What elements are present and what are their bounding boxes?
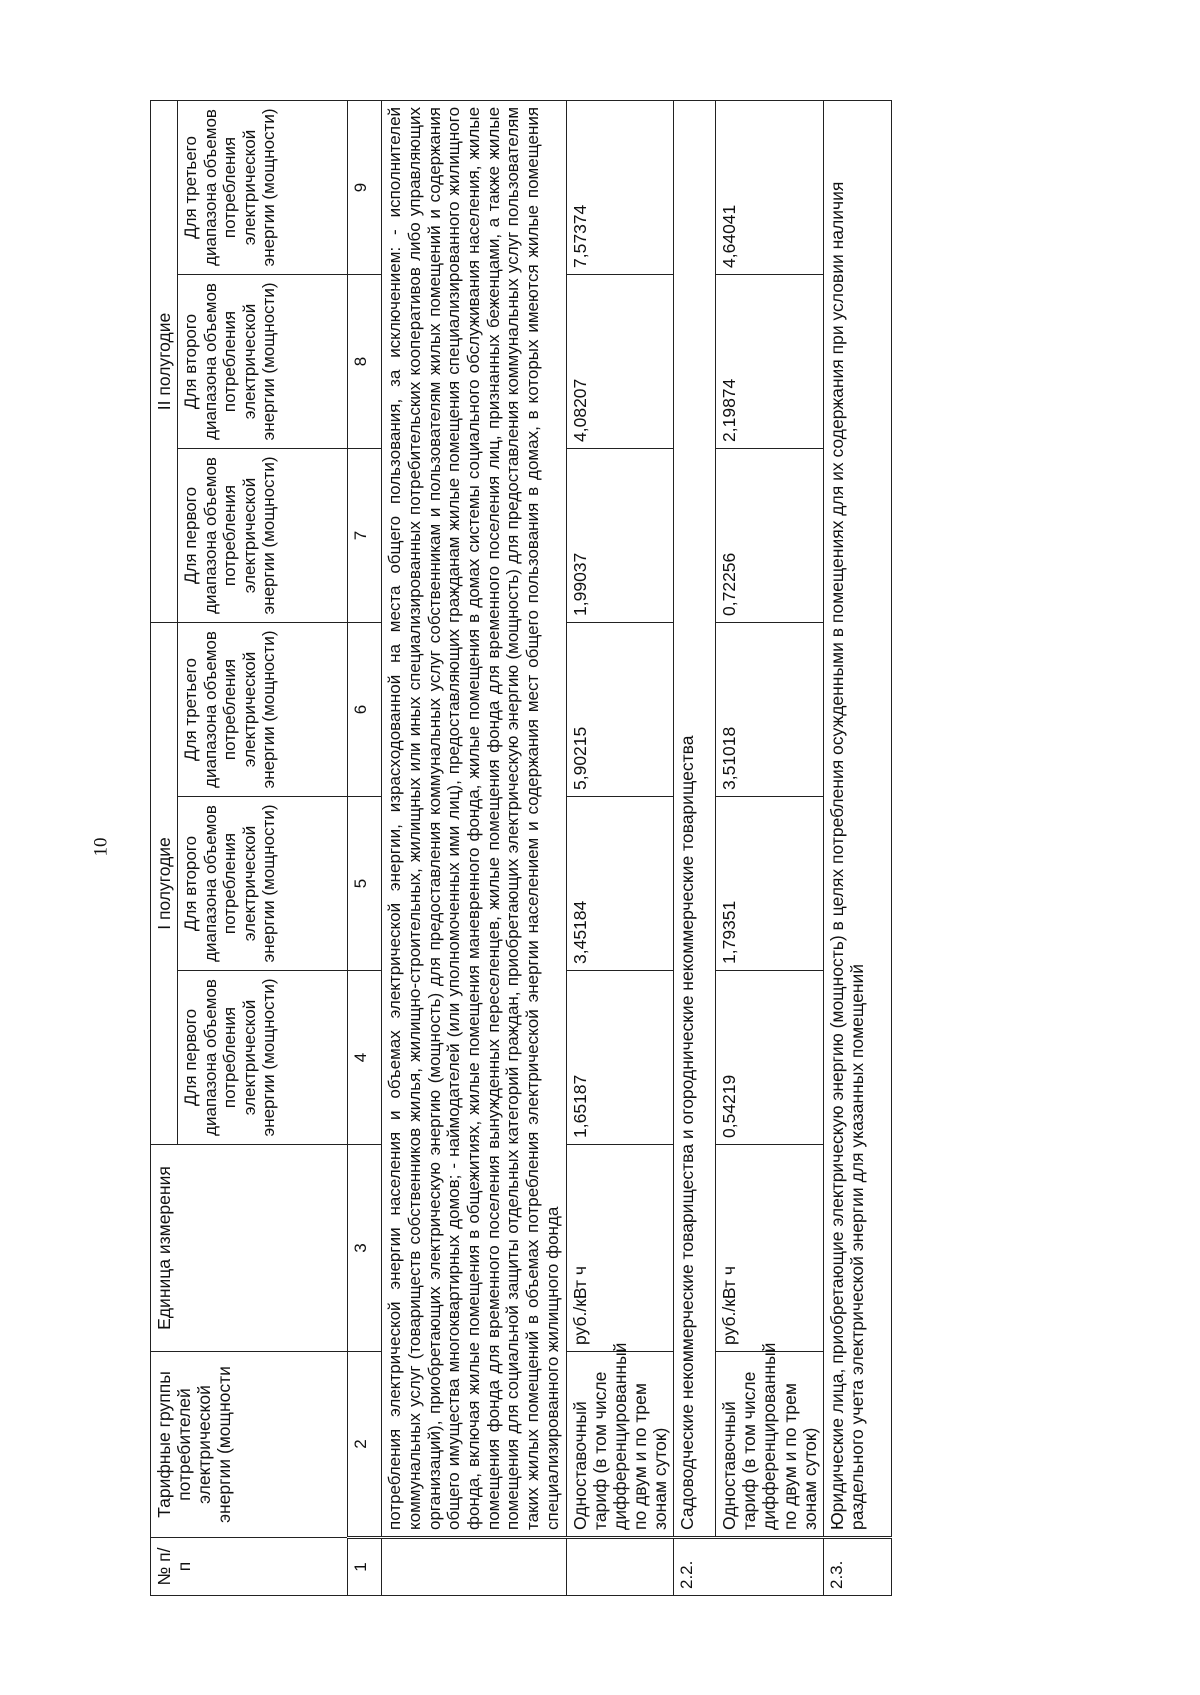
header-tariff-group: Тарифные группы потребителей электрической энергии (мощности bbox=[151, 1352, 348, 1538]
numbering-row bbox=[348, 100, 382, 1595]
col-number-5: 5 bbox=[348, 797, 382, 971]
section-2-2-title-row bbox=[674, 100, 716, 1595]
row-1-id-cell bbox=[566, 1538, 674, 1596]
row-1-value-4: 1,99037 bbox=[566, 448, 674, 622]
col-number-3: 3 bbox=[348, 1145, 382, 1352]
col-number-7: 7 bbox=[348, 448, 382, 622]
header-row-1 bbox=[151, 100, 178, 1595]
section-2-2-title: Садоводческие некоммерческие товарищества и огороднические некоммерческие товарищества bbox=[674, 100, 716, 1537]
row-1-value-1: 1,65187 bbox=[566, 971, 674, 1145]
col-number-4: 4 bbox=[348, 971, 382, 1145]
section-2-2-tariff-name: Одноставочный тариф (в том числе дифференцированный по двум и по трем зонам суток) bbox=[716, 1352, 824, 1538]
section-2-3-title: Юридические лица, приобретающие электрическую энергию (мощность) в целях потребления осужденными в помещениях для их содержания при условии наличия раздельного учета электрической энергии для указанных помещений bbox=[823, 100, 891, 1537]
section-2-2-value-4: 0,72256 bbox=[716, 448, 824, 622]
section-2-2-unit: руб./кВт ч bbox=[716, 1145, 824, 1352]
section-1-text: потребления электрической энергии населения и объемах электрической энергии, израсходованной на места общего пользования, за исключением: - исполнителей коммунальных услуг (товариществ собственников жилья, жилищно-строительных, жилищных или иных специализированных потребительских кооперативов либо управляющих организаций), приобретающих электрическую энергию (мощность) для предоставления коммунальных услуг собственникам и пользователям жилых помещений и содержания общего имущества многоквартирных домов; - наймодателей (или уполномоченных ими лиц), предоставляющих гражданам жилые помещения специализированного жилищного фонда, включая жилые помещения в общежитиях, жилые помещения маневренного фонда, жилые помещения в домах системы социального обслуживания населения, жилые помещения фонда для временного поселения вынужденных переселенцев, жилые помещения фонда для временного поселения лиц, признанных беженцами, а также жилые помещения для социальной защиты отдельных категорий граждан, приобретающих электрическую энергию (мощность) для предоставления коммунальных услуг пользователям таких жилых помещений в объемах потребления электрической энергии населением и содержания мест общего пользования в домах, в которых имеются жилые помещения специализированного жилищного фонда bbox=[382, 100, 566, 1537]
section-2-2-tariff-row bbox=[716, 100, 824, 1595]
header-unit: Единица измерения bbox=[151, 1145, 348, 1352]
col-number-2: 2 bbox=[348, 1352, 382, 1538]
row-1-tariff-name: Одноставочный тариф (в том числе дифференцированный по двум и по трем зонам суток) bbox=[566, 1352, 674, 1538]
header-h2-range-3: Для третьего диапазона объемов потребления электрической энергии (мощности) bbox=[178, 100, 348, 274]
header-h2-range-1: Для первого диапазона объемов потребления электрической энергии (мощности) bbox=[178, 448, 348, 622]
col-number-9: 9 bbox=[348, 100, 382, 274]
col-number-1: 1 bbox=[348, 1538, 382, 1596]
section-1-text-row bbox=[382, 100, 566, 1595]
section-2-2-value-5: 2,19874 bbox=[716, 274, 824, 448]
row-1-unit: руб./кВт ч bbox=[566, 1145, 674, 1352]
row-1-tariff bbox=[566, 100, 674, 1595]
header-h1-range-3: Для третьего диапазона объемов потребления электрической энергии (мощности) bbox=[178, 622, 348, 796]
row-1-value-2: 3,45184 bbox=[566, 797, 674, 971]
section-2-2-value-3: 3,51018 bbox=[716, 622, 824, 796]
section-2-3-id: 2.3. bbox=[823, 1538, 891, 1596]
header-h1-range-1: Для первого диапазона объемов потребления электрической энергии (мощности) bbox=[178, 971, 348, 1145]
header-number: № п/п bbox=[151, 1538, 348, 1596]
row-1-value-6: 7,57374 bbox=[566, 100, 674, 274]
header-h2-range-2: Для второго диапазона объемов потребления электрической энергии (мощности) bbox=[178, 274, 348, 448]
section-1-id-cell bbox=[382, 1538, 566, 1596]
row-1-value-5: 4,08207 bbox=[566, 274, 674, 448]
rotated-table-sheet bbox=[150, 101, 1050, 1596]
col-number-6: 6 bbox=[348, 622, 382, 796]
header-half-2: II полугодие bbox=[151, 100, 178, 622]
tariff-table bbox=[150, 100, 892, 1596]
section-2-2-value-6: 4,64041 bbox=[716, 100, 824, 274]
section-2-2-value-1: 0,54219 bbox=[716, 971, 824, 1145]
page-number: 10 bbox=[90, 837, 112, 857]
section-2-2-id: 2.2. bbox=[674, 1538, 824, 1596]
header-h1-range-2: Для второго диапазона объемов потребления электрической энергии (мощности) bbox=[178, 797, 348, 971]
header-half-1: I полугодие bbox=[151, 622, 178, 1144]
section-2-3-title-row bbox=[823, 100, 891, 1595]
row-1-value-3: 5,90215 bbox=[566, 622, 674, 796]
col-number-8: 8 bbox=[348, 274, 382, 448]
section-2-2-value-2: 1,79351 bbox=[716, 797, 824, 971]
